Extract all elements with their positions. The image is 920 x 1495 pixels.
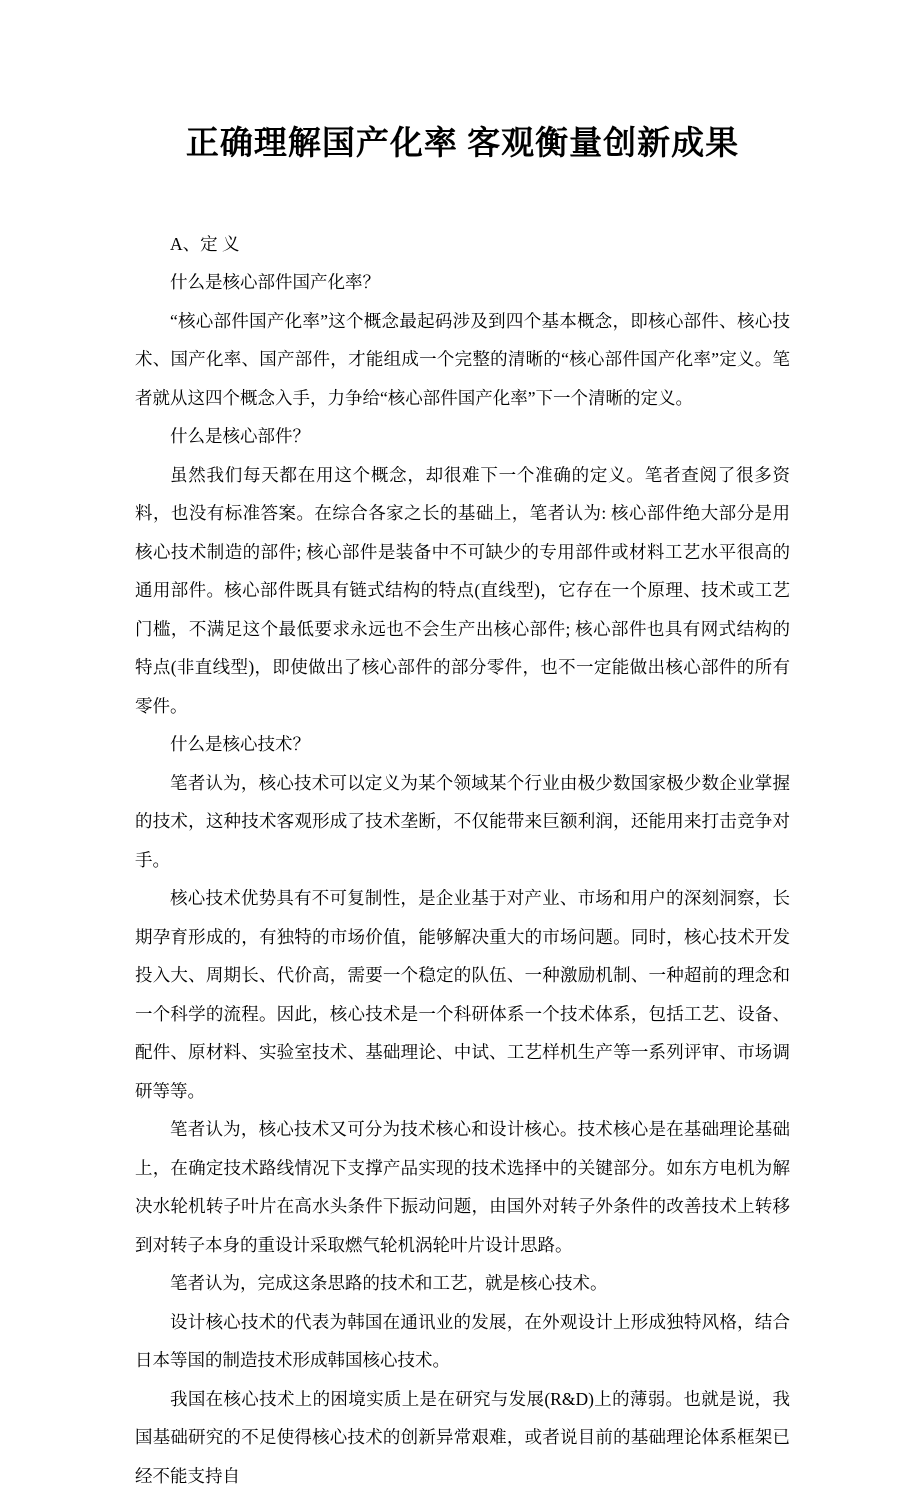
paragraph: 什么是核心部件？ — [170, 426, 310, 447]
paragraph: 设计核心技术的代表为韩国在通讯业的发展，在外观设计上形成独特风格，结合日本等国的制造技术形成韩国核心技术。 — [135, 1311, 790, 1371]
paragraph: 我国在核心技术上的困境实质上是在研究与发展(R&D)上的薄弱。也就是说，我国基础研究的不足使得核心技术的创新异常艰难，或者说目前的基础理论体系框架已经不能支持自 — [135, 1388, 790, 1486]
paragraph: 虽然我们每天都在用这个概念，却很难下一个准确的定义。笔者查阅了很多资料，也没有标准答案。在综合各家之长的基础上，笔者认为: 核心部件绝大部分是用核心技术制造的部件; 核心部件是装备中不可缺少的专用部件或材料工艺水平很高的通用部件。核心部件既具有链式结构的特点(直线型)，它存在一个原理、技术或工艺门槛，不满足这个最低要求永远也不会生产出核心部件; 核心部件也具有网式结构的特点(非直线型)，即使做出了核心部件的部分零件，也不一定能做出核心部件的所有零件。 — [135, 464, 790, 716]
paragraph: 笔者认为，核心技术又可分为技术核心和设计核心。技术核心是在基础理论基础上，在确定技术路线情况下支撑产品实现的技术选择中的关键部分。如东方电机为解决水轮机转子叶片在高水头条件下振动问题，由国外对转子外条件的改善技术上转移到对转子本身的重设计采取燃气轮机涡轮叶片设计思路。 — [135, 1119, 790, 1255]
paragraph: 笔者认为，完成这条思路的技术和工艺，就是核心技术。 — [170, 1273, 608, 1294]
paragraph: 什么是核心技术？ — [170, 734, 310, 755]
document-title: 正确理解国产化率 客观衡量创新成果 — [185, 126, 740, 162]
document-body — [135, 225, 790, 1495]
paragraph: 核心技术优势具有不可复制性，是企业基于对产业、市场和用户的深刻洞察，长期孕育形成的，有独特的市场价值，能够解决重大的市场问题。同时，核心技术开发投入大、周期长、代价高，需要一个稳定的队伍、一种激励机制、一种超前的理念和一个科学的流程。因此，核心技术是一个科研体系一个技术体系，包括工艺、设备、配件、原材料、实验室技术、基础理论、中试、工艺样机生产等一系列评审、市场调研等等。 — [135, 888, 790, 1101]
paragraph: 什么是核心部件国产化率？ — [170, 272, 380, 293]
paragraph: A、定 义 — [170, 233, 240, 254]
paragraph: 笔者认为，核心技术可以定义为某个领域某个行业由极少数国家极少数企业掌握的技术，这种技术客观形成了技术垄断，不仅能带来巨额利润，还能用来打击竞争对手。 — [135, 772, 790, 870]
paragraph: “核心部件国产化率”这个概念最起码涉及到四个基本概念，即核心部件、核心技术、国产化率、国产部件，才能组成一个完整的清晰的“核心部件国产化率”定义。笔者就从这四个概念入手，力争给“核心部件国产化率”下一个清晰的定义。 — [135, 310, 790, 408]
